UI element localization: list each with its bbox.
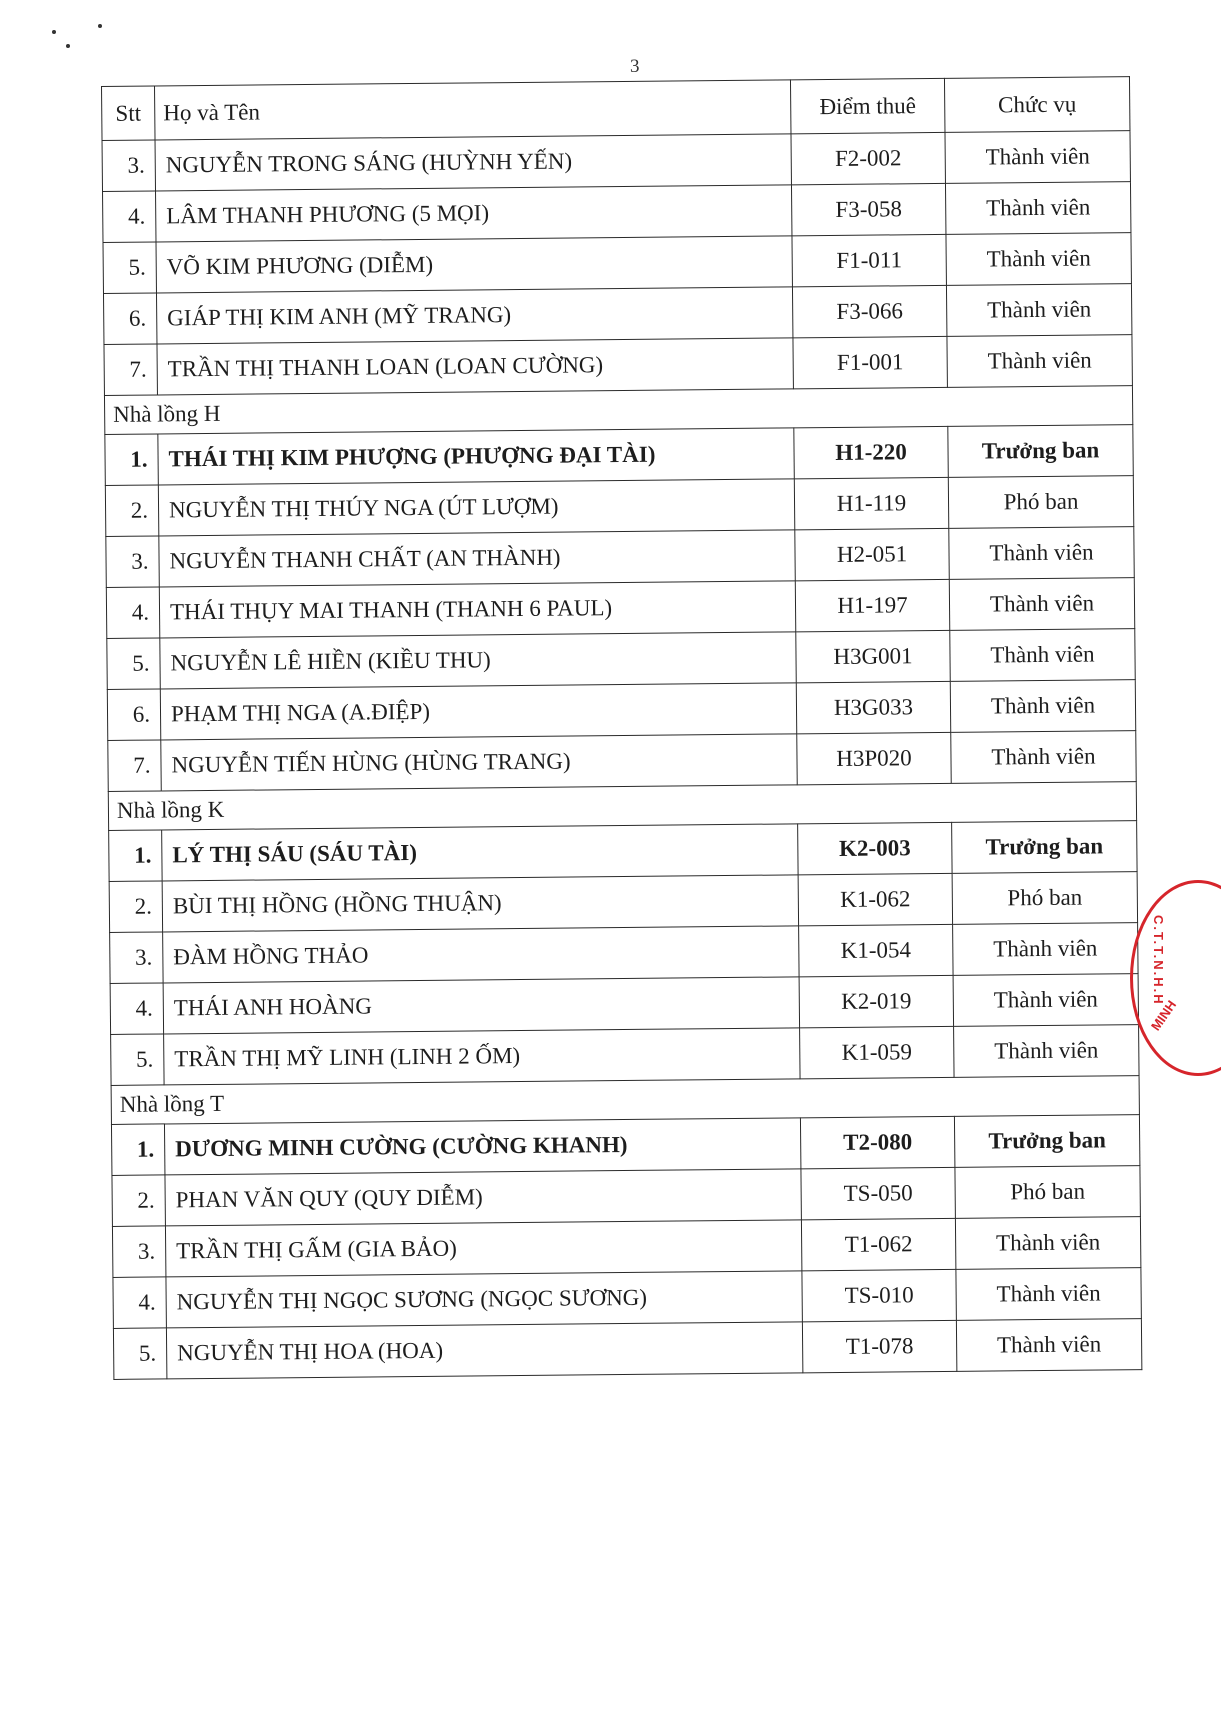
row-rental-point: F2-002 bbox=[791, 132, 945, 184]
row-stt: 4. bbox=[106, 587, 159, 639]
row-rental-point: H1-220 bbox=[794, 426, 948, 478]
scan-speck bbox=[98, 24, 102, 28]
table-header-row bbox=[102, 77, 1130, 141]
page-number: 3 bbox=[630, 56, 640, 77]
row-stt: 5. bbox=[107, 638, 160, 690]
row-name: NGUYỄN TRONG SÁNG (HUỲNH YẾN) bbox=[155, 134, 791, 191]
row-stt: 3. bbox=[106, 536, 159, 588]
row-rental-point: K2-003 bbox=[798, 822, 952, 874]
row-rental-point: T1-078 bbox=[802, 1320, 956, 1372]
row-name: NGUYỄN THỊ HOA (HOA) bbox=[166, 1322, 802, 1379]
row-role: Thành viên bbox=[945, 182, 1130, 235]
row-rental-point: TS-010 bbox=[802, 1269, 956, 1321]
row-role: Thành viên bbox=[950, 680, 1135, 733]
row-role: Phó ban bbox=[952, 872, 1137, 925]
row-stt: 6. bbox=[103, 293, 156, 345]
header-role: Chức vụ bbox=[944, 77, 1130, 133]
header-name: Họ và Tên bbox=[155, 80, 791, 140]
row-role: Thành viên bbox=[951, 731, 1136, 784]
row-stt: 4. bbox=[113, 1277, 166, 1329]
row-stt: 2. bbox=[109, 881, 162, 933]
row-role: Thành viên bbox=[949, 527, 1134, 580]
row-rental-point: H3P020 bbox=[797, 732, 951, 784]
row-name: TRẦN THỊ MỸ LINH (LINH 2 ỐM) bbox=[164, 1028, 800, 1085]
row-role: Trưởng ban bbox=[948, 425, 1133, 478]
row-role: Thành viên bbox=[954, 1025, 1139, 1078]
row-role: Thành viên bbox=[955, 1217, 1140, 1270]
row-stt: 6. bbox=[107, 689, 160, 741]
row-role: Thành viên bbox=[946, 233, 1131, 286]
row-role: Thành viên bbox=[946, 284, 1131, 337]
row-role: Thành viên bbox=[953, 974, 1138, 1027]
row-rental-point: T1-062 bbox=[801, 1218, 955, 1270]
header-point: Điểm thuê bbox=[790, 78, 945, 133]
row-role: Thành viên bbox=[949, 578, 1134, 631]
row-role: Trưởng ban bbox=[954, 1115, 1139, 1168]
row-name: LÂM THANH PHƯƠNG (5 MỌI) bbox=[156, 185, 792, 242]
row-name: THÁI ANH HOÀNG bbox=[163, 977, 799, 1034]
row-role: Thành viên bbox=[953, 923, 1138, 976]
row-rental-point: TS-050 bbox=[801, 1167, 955, 1219]
row-rental-point: K1-062 bbox=[798, 873, 952, 925]
stamp-text-top: C.T.T.N.H.H bbox=[1151, 915, 1166, 1006]
row-stt: 3. bbox=[112, 1226, 165, 1278]
row-stt: 5. bbox=[103, 242, 156, 294]
row-name: NGUYỄN THỊ THÚY NGA (ÚT LƯỢM) bbox=[158, 479, 794, 536]
row-role: Trưởng ban bbox=[952, 821, 1137, 874]
row-role: Thành viên bbox=[956, 1319, 1141, 1372]
row-role: Thành viên bbox=[956, 1268, 1141, 1321]
row-rental-point: H3G033 bbox=[796, 681, 950, 733]
row-rental-point: H1-119 bbox=[794, 477, 948, 529]
row-stt: 2. bbox=[112, 1175, 165, 1227]
row-rental-point: K2-019 bbox=[799, 975, 953, 1027]
table-body bbox=[102, 131, 1142, 1380]
row-rental-point: H3G001 bbox=[796, 630, 950, 682]
row-rental-point: K1-059 bbox=[800, 1026, 954, 1078]
company-seal-stamp bbox=[1130, 880, 1221, 1076]
row-name: ĐÀM HỒNG THẢO bbox=[163, 926, 799, 983]
row-name: TRẦN THỊ GẤM (GIA BẢO) bbox=[165, 1220, 801, 1277]
section-title: Nhà lồng K bbox=[108, 782, 1136, 831]
row-name: NGUYỄN THỊ NGỌC SƯƠNG (NGỌC SƯƠNG) bbox=[166, 1271, 802, 1328]
row-rental-point: T2-080 bbox=[800, 1116, 954, 1168]
row-name: TRẦN THỊ THANH LOAN (LOAN CƯỜNG) bbox=[157, 338, 793, 395]
row-role: Thành viên bbox=[950, 629, 1135, 682]
scan-speck bbox=[52, 30, 56, 34]
row-rental-point: F1-001 bbox=[793, 336, 947, 388]
stamp-text-bottom: MINH bbox=[1147, 997, 1180, 1034]
row-rental-point: F3-066 bbox=[792, 285, 946, 337]
row-stt: 5. bbox=[113, 1328, 166, 1380]
row-rental-point: H1-197 bbox=[795, 579, 949, 631]
row-stt: 1. bbox=[105, 434, 158, 486]
row-name: NGUYỄN TIẾN HÙNG (HÙNG TRANG) bbox=[161, 734, 797, 791]
row-role: Thành viên bbox=[947, 335, 1132, 388]
row-stt: 5. bbox=[111, 1034, 164, 1086]
row-name: PHAN VĂN QUY (QUY DIỄM) bbox=[165, 1169, 801, 1226]
row-stt: 1. bbox=[109, 830, 162, 882]
table-row bbox=[113, 1319, 1141, 1380]
scan-speck bbox=[66, 44, 70, 48]
row-stt: 4. bbox=[103, 191, 156, 243]
row-stt: 1. bbox=[111, 1124, 164, 1176]
row-name: GIÁP THỊ KIM ANH (MỸ TRANG) bbox=[156, 287, 792, 344]
row-name: VÕ KIM PHƯƠNG (DIỄM) bbox=[156, 236, 792, 293]
section-title: Nhà lồng H bbox=[104, 386, 1132, 435]
committee-table bbox=[101, 76, 1142, 1380]
row-name: NGUYỄN THANH CHẤT (AN THÀNH) bbox=[159, 530, 795, 587]
row-role: Thành viên bbox=[945, 131, 1130, 184]
row-rental-point: H2-051 bbox=[795, 528, 949, 580]
row-name: NGUYỄN LÊ HIỀN (KIỀU THU) bbox=[160, 632, 796, 689]
header-stt: Stt bbox=[102, 86, 156, 141]
row-stt: 4. bbox=[110, 983, 163, 1035]
row-stt: 7. bbox=[108, 740, 161, 792]
section-title: Nhà lồng T bbox=[111, 1076, 1139, 1125]
row-stt: 3. bbox=[102, 140, 155, 192]
row-stt: 3. bbox=[110, 932, 163, 984]
row-name: BÙI THỊ HỒNG (HỒNG THUẬN) bbox=[162, 875, 798, 932]
row-role: Phó ban bbox=[955, 1166, 1140, 1219]
row-name: DƯƠNG MINH CƯỜNG (CƯỜNG KHANH) bbox=[164, 1118, 800, 1175]
row-name: LÝ THỊ SÁU (SÁU TÀI) bbox=[162, 824, 798, 881]
row-stt: 7. bbox=[104, 344, 157, 396]
row-name: THÁI THỊ KIM PHƯỢNG (PHƯỢNG ĐẠI TÀI) bbox=[158, 428, 794, 485]
row-rental-point: F1-011 bbox=[792, 234, 946, 286]
row-name: THÁI THỤY MAI THANH (THANH 6 PAUL) bbox=[159, 581, 795, 638]
row-name: PHẠM THỊ NGA (A.ĐIỆP) bbox=[160, 683, 796, 740]
row-role: Phó ban bbox=[948, 476, 1133, 529]
row-stt: 2. bbox=[105, 485, 158, 537]
row-rental-point: F3-058 bbox=[791, 183, 945, 235]
row-rental-point: K1-054 bbox=[799, 924, 953, 976]
